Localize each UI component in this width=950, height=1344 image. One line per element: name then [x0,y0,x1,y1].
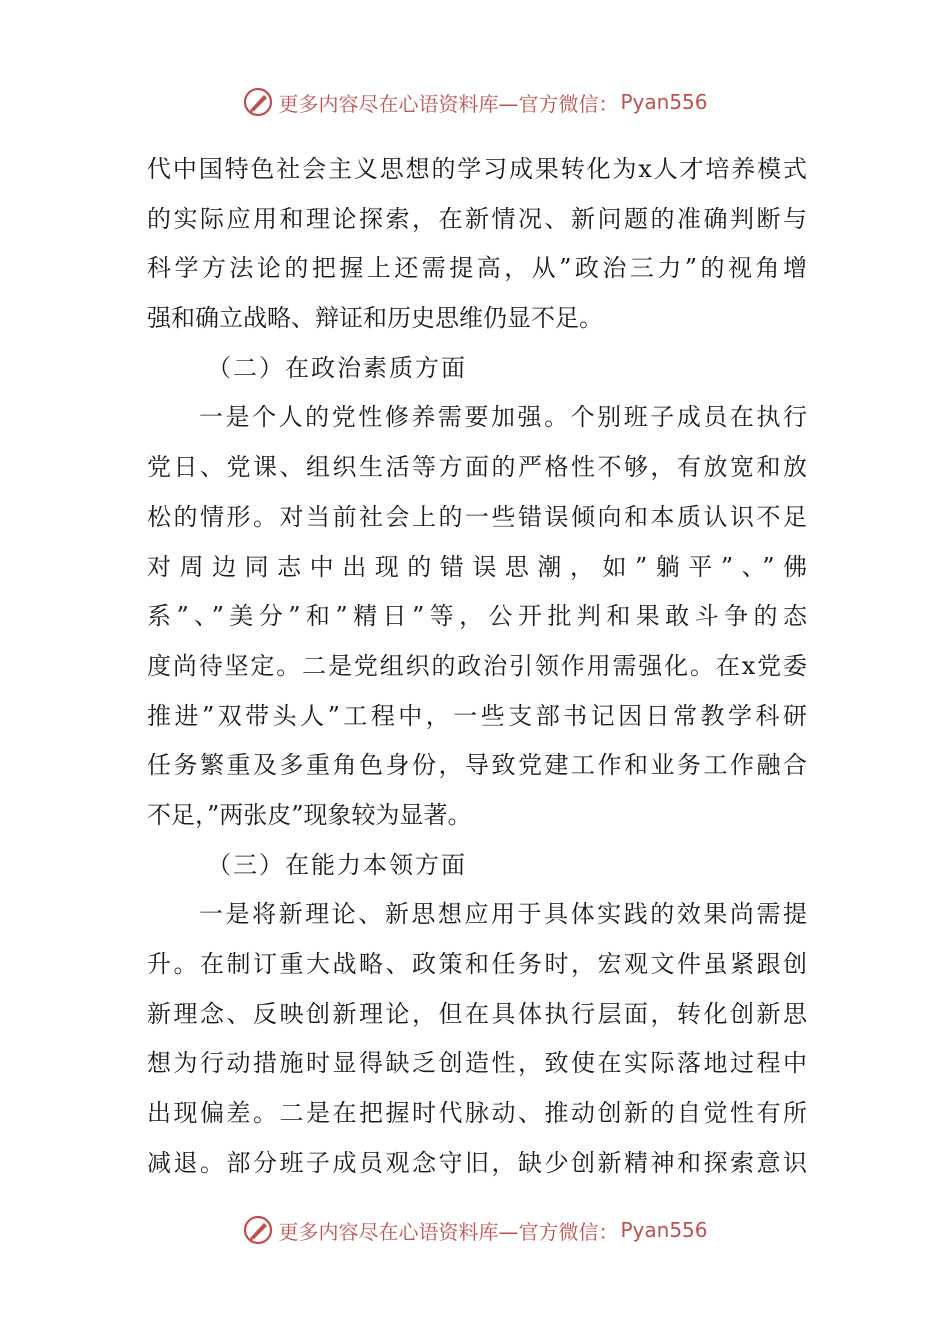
footer-watermark [0,1210,950,1250]
text-line: 一是将新理论、新思想应用于具体实践的效果尚需提 [199,900,807,929]
section-heading: （三）在能力本领方面 [207,850,467,879]
pen-logo-icon [242,1214,274,1246]
text-line: 松的情形。对当前社会上的一些错误倾向和本质认识不足 [147,502,807,531]
text-line: 代中国特色社会主义思想的学习成果转化为x人才培养模式 [147,155,807,183]
watermark-handle: Pyan556 [620,1218,708,1242]
text-line: 新理念、反映创新理论，但在具体执行层面，转化创新思 [147,999,807,1028]
text-line: 的实际应用和理论探索，在新情况、新问题的准确判断与 [147,204,807,233]
text-line: 党日、党课、组织生活等方面的严格性不够，有放宽和放 [147,453,807,482]
text-line: 减退。部分班子成员观念守旧，缺少创新精神和探索意识 [147,1148,807,1177]
text-line: 系”、”美分”和”精日”等，公开批判和果敢斗争的态 [147,602,807,631]
watermark-text: 更多内容尽在心语资料库—官方微信： [278,91,619,116]
document-body [147,145,807,1188]
watermark-text: 更多内容尽在心语资料库—官方微信： [278,1219,619,1244]
text-line: 不足，”两张皮”现象较为显著。 [147,800,472,829]
pen-logo-icon [242,86,274,118]
text-line: 任务繁重及多重角色身份，导致党建工作和业务工作融合 [147,751,807,780]
text-line: 推进”双带头人”工程中，一些支部书记因日常教学科研 [147,701,807,730]
text-line: 强和确立战略、辩证和历史思维仍显不足。 [147,304,603,333]
text-line: 科学方法论的把握上还需提高，从”政治三力”的视角增 [147,254,807,283]
text-line: 想为行动措施时显得缺乏创造性，致使在实际落地过程中 [147,1049,807,1078]
section-heading: （二）在政治素质方面 [207,353,467,382]
header-watermark [0,82,950,122]
text-line: 升。在制订重大战略、政策和任务时，宏观文件虽紧跟创 [147,950,807,978]
text-line: 一是个人的党性修养需要加强。个别班子成员在执行 [199,403,807,432]
text-line: 对周边同志中出现的错误思潮，如”躺平”、”佛 [147,552,807,581]
text-line: 度尚待坚定。二是党组织的政治引领作用需强化。在x党委 [147,651,807,680]
watermark-handle: Pyan556 [620,90,708,114]
text-line: 出现偏差。二是在把握时代脉动、推动创新的自觉性有所 [147,1099,807,1128]
